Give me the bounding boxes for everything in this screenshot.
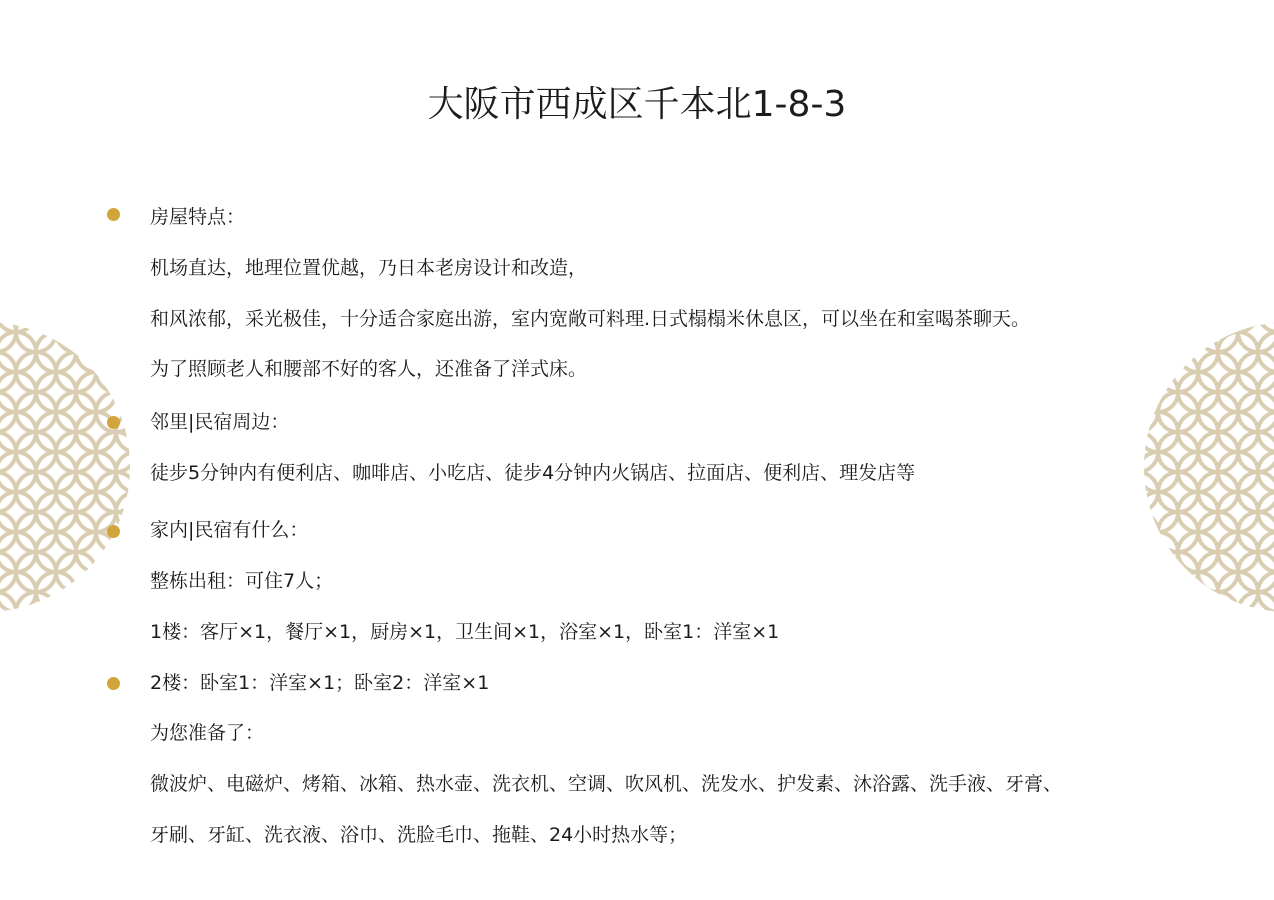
bullet-dot [107,677,120,690]
text-line: 和风浓郁，采光极佳，十分适合家庭出游，室内宽敞可料理.日式榻榻米休息区，可以坐在和室喝茶聊天。 [150,308,1031,330]
text-line: 1楼：客厅×1，餐厅×1，厨房×1，卫生间×1，浴室×1，卧室1：洋室×1 [150,621,780,643]
circle-pattern-left-icon [0,322,130,612]
section-heading-amenities: 家内|民宿有什么： [150,519,309,541]
section-heading-neighborhood: 邻里|民宿周边： [150,411,290,433]
section-heading-features: 房屋特点： [150,206,246,228]
bullet-dot [107,208,120,221]
text-line: 徒步5分钟内有便利店、咖啡店、小吃店、徒步4分钟内火锅店、拉面店、便利店、理发店等 [150,462,916,484]
text-line: 机场直达，地理位置优越，乃日本老房设计和改造， [150,257,588,279]
text-line: 微波炉、电磁炉、烤箱、冰箱、热水壶、洗衣机、空调、吹风机、洗发水、护发素、沐浴露、洗手液、牙膏、 [150,773,1063,795]
text-line: 为了照顾老人和腰部不好的客人，还准备了洋式床。 [150,358,588,380]
page-title: 大阪市西成区千本北1-8-3 [427,84,847,125]
text-line: 整栋出租：可住7人； [150,570,334,592]
circle-pattern-right-icon [1132,322,1274,612]
text-line: 牙刷、牙缸、洗衣液、浴巾、洗脸毛巾、拖鞋、24小时热水等； [150,824,688,846]
bullet-dot [107,525,120,538]
text-line: 2楼：卧室1：洋室×1；卧室2：洋室×1 [150,672,490,694]
text-line: 为您准备了： [150,722,265,744]
bullet-dot [107,416,120,429]
